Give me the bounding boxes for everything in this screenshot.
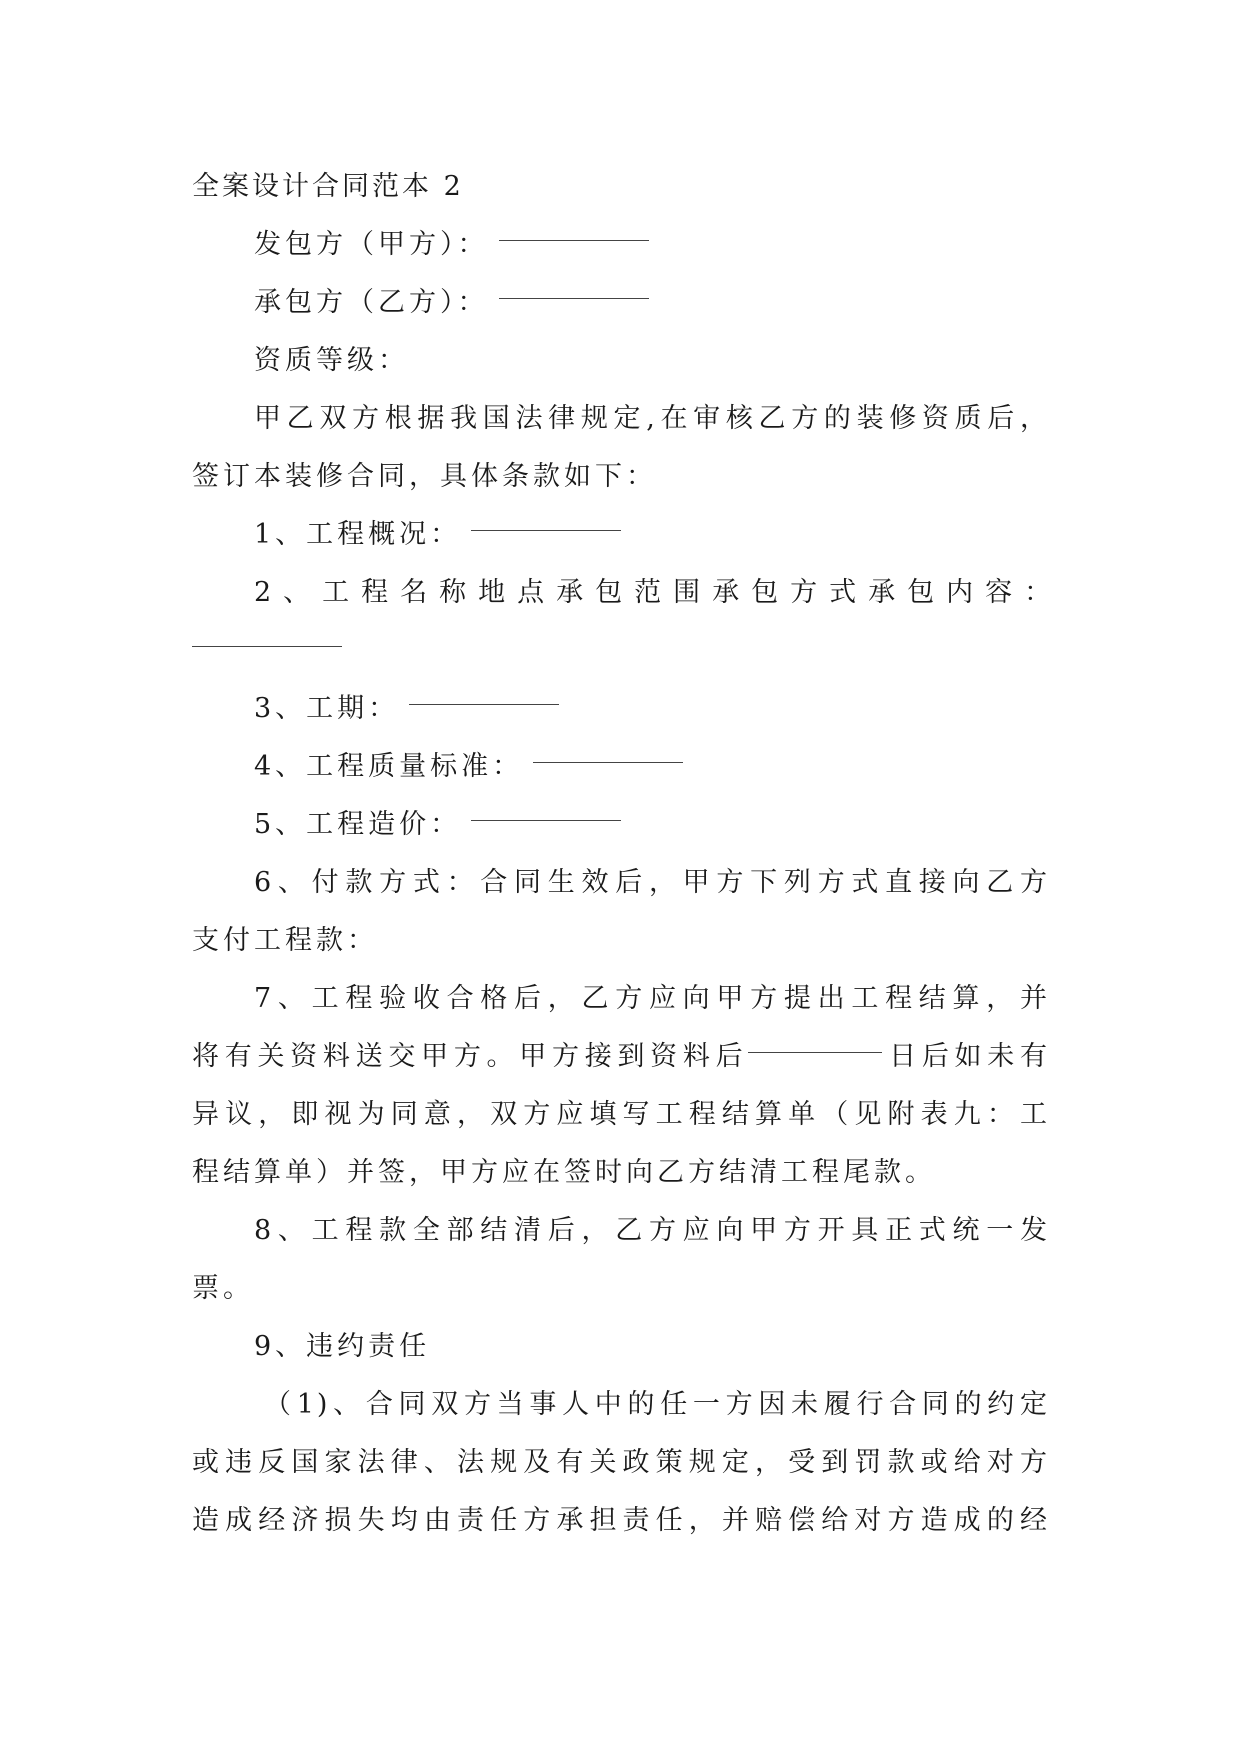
item-2-blank-line [192, 622, 1050, 680]
item-9-1-line-2: 或违反国家法律、法规及有关政策规定，受到罚款或给对方 [192, 1447, 1050, 1478]
intro-paragraph-line-1: 甲乙双方根据我国法律规定,在审核乙方的装修资质后， [254, 403, 1050, 434]
intro-paragraph-line-2: 签订本装修合同，具体条款如下： [192, 461, 657, 492]
item-7-days-blank [748, 1051, 882, 1053]
item-4-line [192, 738, 1050, 796]
item-7-text-a: 将有关资料送交甲方。甲方接到资料后 [192, 1041, 749, 1072]
item-8-line-2: 票。 [192, 1273, 254, 1304]
item-2-blank [192, 645, 342, 647]
item-3-label: 3、工期： [254, 693, 400, 724]
item-9-1-line-3: 造成经济损失均由责任方承担责任，并赔偿给对方造成的经 [192, 1505, 1050, 1536]
party-b-label: 承包方（乙方）： [254, 287, 489, 318]
party-a-label: 发包方（甲方）： [254, 229, 489, 260]
item-7-line-4: 程结算单）并签，甲方应在签时向乙方结清工程尾款。 [192, 1157, 936, 1188]
party-b-line [192, 274, 1050, 332]
item-5-blank [471, 819, 621, 821]
item-7-line-2 [192, 1028, 1050, 1086]
qualification-line: 资质等级： [254, 345, 409, 376]
item-1-blank [471, 529, 621, 531]
item-9-heading: 9、违约责任 [254, 1331, 431, 1362]
item-5-line [192, 796, 1050, 854]
item-6-line-2: 支付工程款： [192, 925, 378, 956]
party-b-blank [499, 297, 649, 299]
document-title: 全案设计合同范本 2 [192, 171, 464, 202]
item-3-line [192, 680, 1050, 738]
party-a-blank [499, 239, 649, 241]
item-4-label: 4、工程质量标准： [254, 751, 524, 782]
item-5-label: 5、工程造价： [254, 809, 462, 840]
item-3-blank [409, 703, 559, 705]
item-6-line-1: 6、付款方式：合同生效后，甲方下列方式直接向乙方 [254, 867, 1050, 898]
item-7-text-b: 日后如未有 [886, 1041, 1051, 1072]
item-2-line: 2、工程名称地点承包范围承包方式承包内容： [254, 577, 1064, 608]
item-4-blank [533, 761, 683, 763]
item-7-line-3: 异议，即视为同意，双方应填写工程结算单（见附表九：工 [192, 1099, 1050, 1130]
item-1-line [192, 506, 1050, 564]
party-a-line [192, 216, 1050, 274]
item-8-line-1: 8、工程款全部结清后，乙方应向甲方开具正式统一发 [254, 1215, 1050, 1246]
item-9-1-line-1: （1)、合同双方当事人中的任一方因未履行合同的约定 [264, 1389, 1050, 1420]
item-1-label: 1、工程概况： [254, 519, 462, 550]
document-page [192, 158, 1064, 1550]
item-7-line-1: 7、工程验收合格后，乙方应向甲方提出工程结算，并 [254, 983, 1050, 1014]
